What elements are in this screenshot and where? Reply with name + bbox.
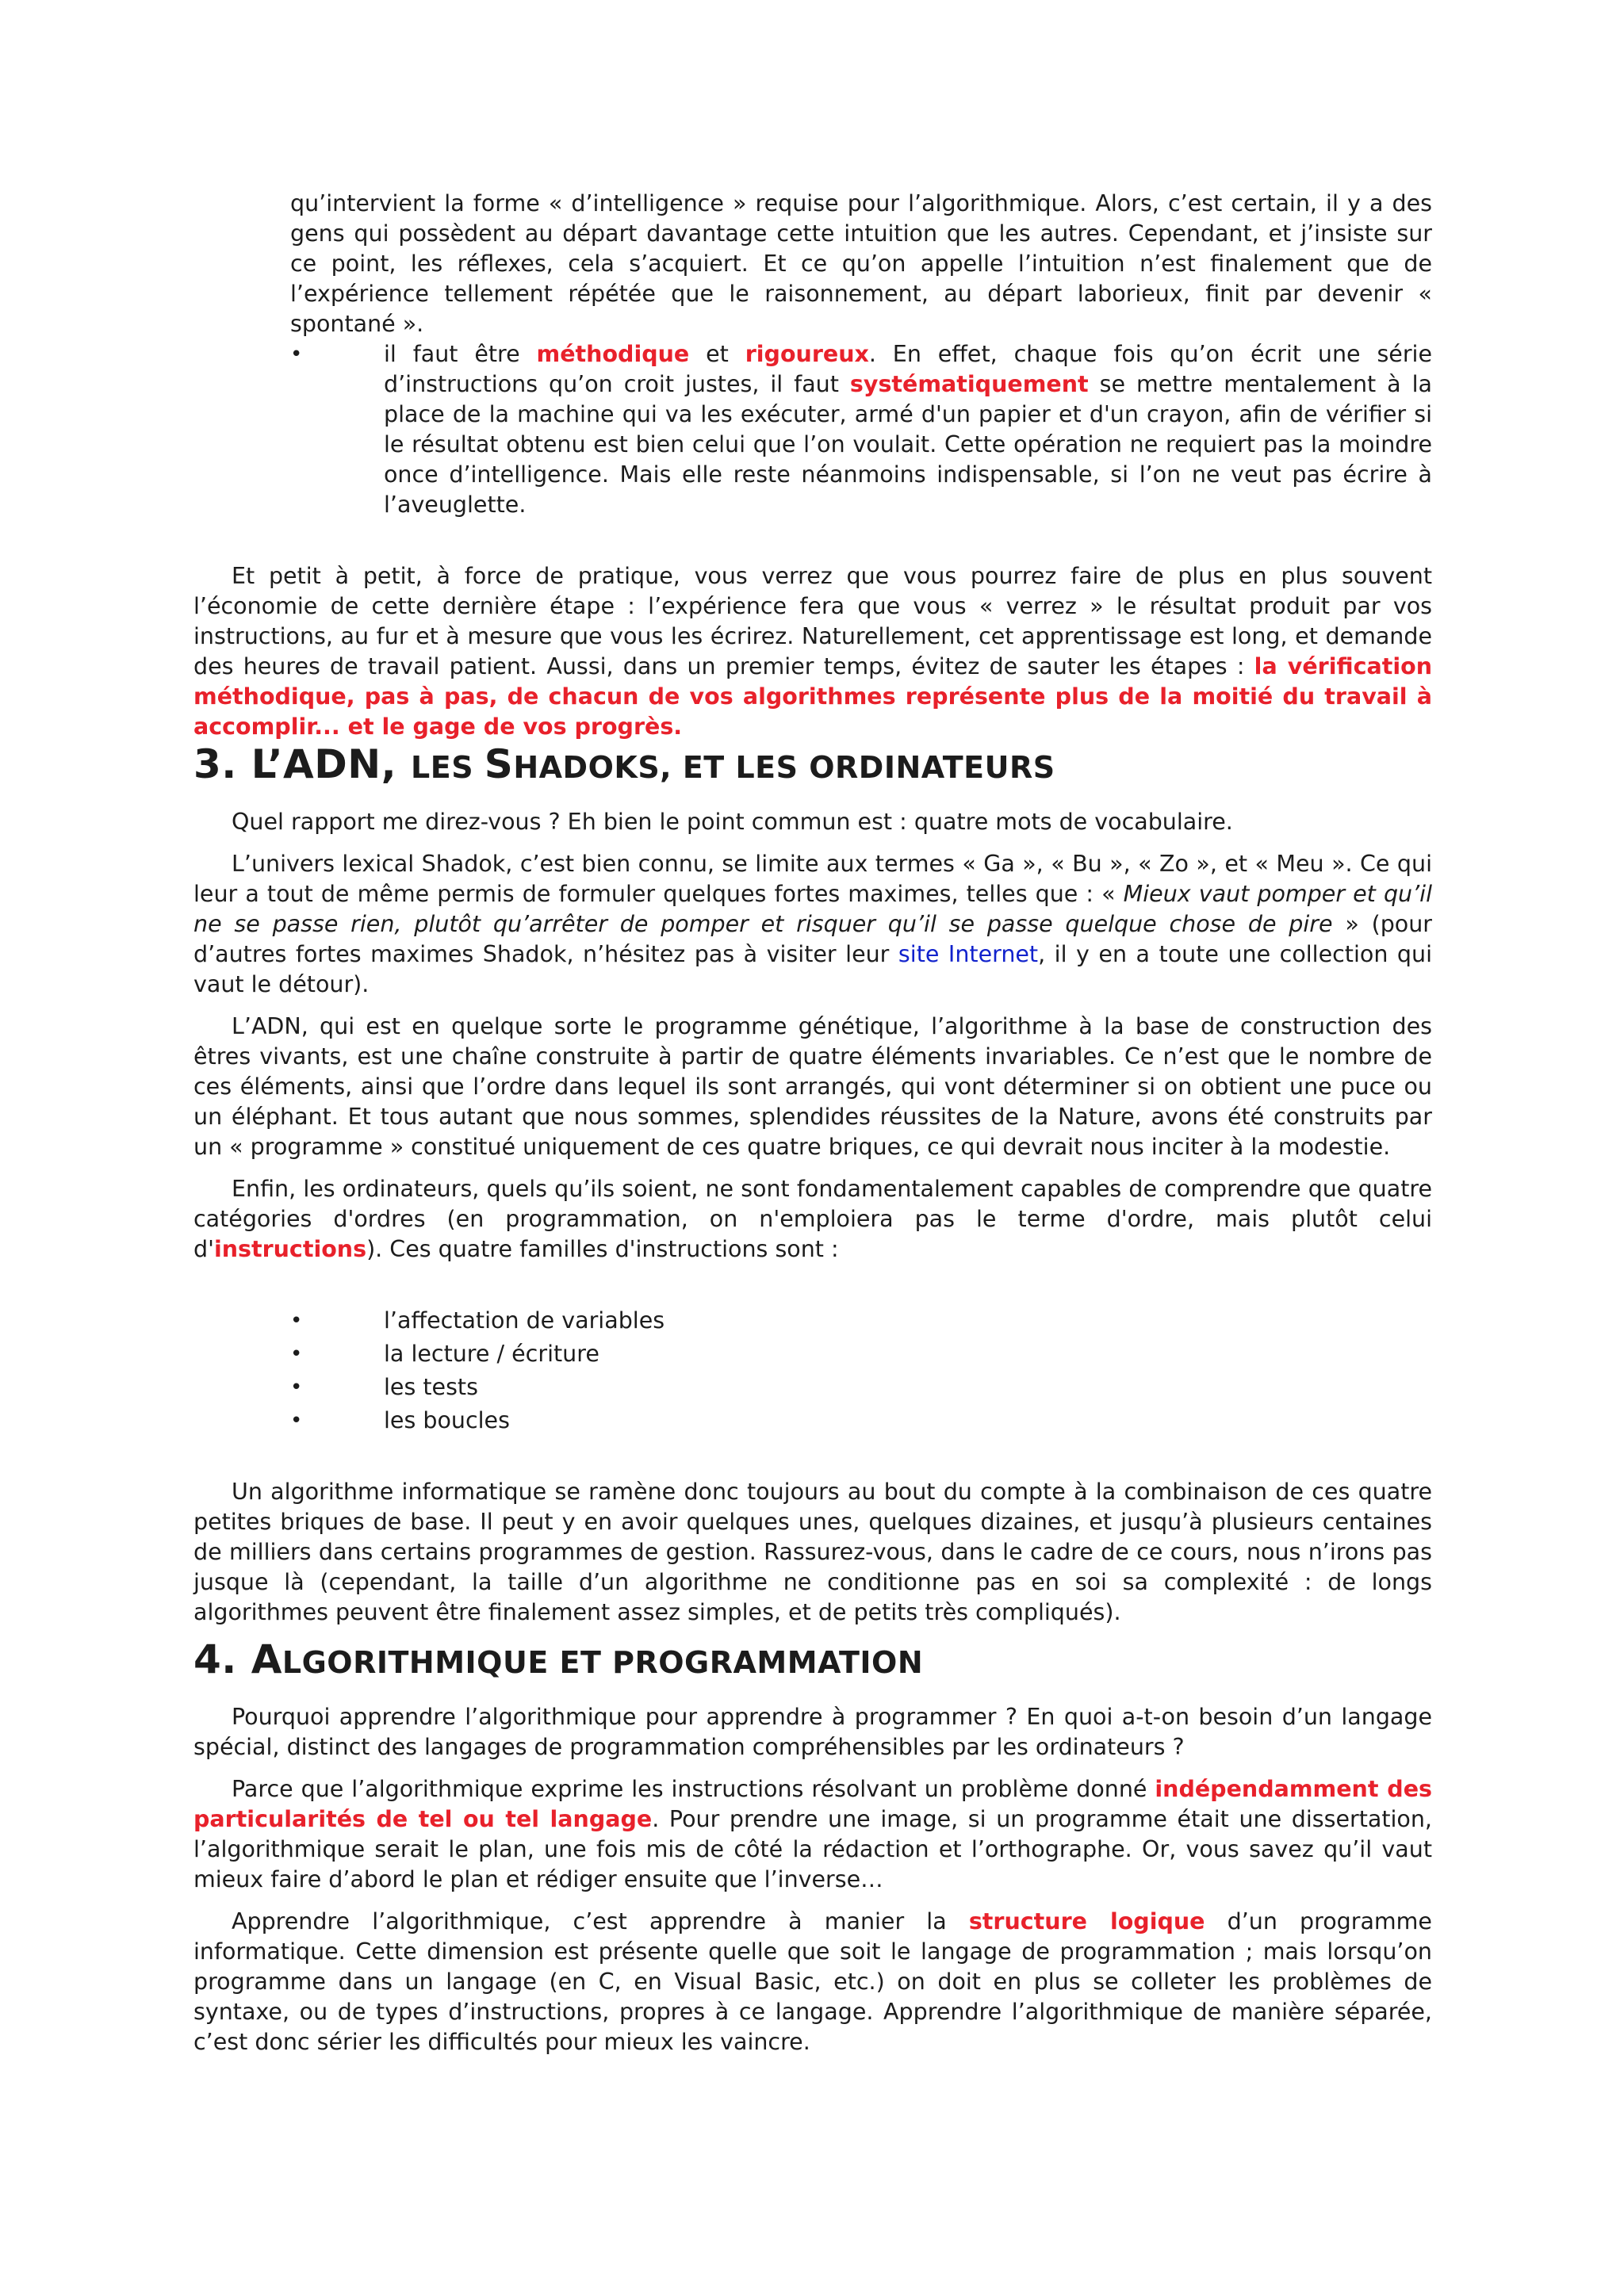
- highlight-systematiquement: systématiquement: [849, 371, 1089, 397]
- intro-paragraph: qu’intervient la forme « d’intelligence » requise pour l’algorithmique. Alors, c’est certain, il y a des gens qui possèdent au départ davantage cette intuition que les autres. Cependant, et j’insiste sur ce point, les réflexes, cela s’acquiert. Et ce qu’on appelle l’intuition n’est finalement que de l’expérience tellement répétée que le raisonnement, au départ laborieux, finit par devenir « spontané ».: [290, 190, 1432, 337]
- site-internet-link[interactable]: site Internet: [898, 941, 1039, 967]
- highlight-methodique: méthodique: [536, 341, 690, 367]
- section-3-heading: 3. L’ADN, LES SHADOKS, ET LES ORDINATEURS: [193, 741, 1055, 787]
- highlight-independamment: indépendamment des particularités de tel ou tel langage: [193, 1776, 1432, 1832]
- list-item: • les boucles: [290, 1404, 1432, 1437]
- s3-paragraph-5: Un algorithme informatique se ramène donc toujours au bout du compte à la combinaison de ces quatre petites briques de base. Il peut y en avoir quelques unes, quelques dizaines, et jusqu’à plusieurs centaines de milliers dans certains programmes de gestion. Rassurez-vous, dans le cadre de ce cours, nous n’irons pas jusque là (cependant, la taille d’un algorithme ne conditionne pas en soi sa complexité : de longs algorithmes peuvent être finalement assez simples, et de petits très compliqués).: [193, 1479, 1432, 1625]
- s3-paragraph-1: Quel rapport me direz-vous ? Eh bien le point commun est : quatre mots de vocabulaire.: [232, 809, 1233, 835]
- highlight-structure-logique: structure logique: [968, 1908, 1205, 1934]
- s4-paragraph-3: Apprendre l’algorithmique, c’est apprendre à manier la structure logique d’un programme informatique. Cette dimension est présente quelle que soit le langage de programmation ; mais lorsqu’on programme dans un langage (en C, en Visual Basic, etc.) on doit en plus se colleter les problèmes de syntaxe, ou de types d’instructions, propres à ce langage. Apprendre l’algorithmique de manière séparée, c’est donc sérier les difficultés pour mieux les vaincre.: [193, 1908, 1432, 2055]
- bullet-icon: •: [290, 1309, 303, 1333]
- bullet-icon: •: [290, 342, 303, 366]
- list-item: • les tests: [290, 1371, 1432, 1404]
- bullet-item-methodique: [290, 339, 1432, 520]
- s4-paragraph-2: Parce que l’algorithmique exprime les instructions résolvant un problème donné indépendamment des particularités de tel ou tel langage. Pour prendre une image, si un programme était une dissertation, l’algorithmique serait le plan, une fois mis de côté la rédaction et l’orthographe. Or, vous savez qu’il vaut mieux faire d’abord le plan et rédiger ensuite que l’inverse…: [193, 1776, 1432, 1892]
- bullet-icon: •: [290, 1409, 303, 1433]
- bullet-text: il faut être méthodique et rigoureux. En effet, chaque fois qu’on écrit une série d’instructions qu’on croit justes, il faut systématiquement se mettre mentalement à la place de la machine qui va les exécuter, armé d'un papier et d'un crayon, afin de vérifier si le résultat obtenu est bien celui que l’on voulait. Cette opération ne requiert pas la moindre once d’intelligence. Mais elle reste néanmoins indispensable, si l’on ne veut pas écrire à l’aveuglette.: [384, 341, 1432, 518]
- practice-paragraph: Et petit à petit, à force de pratique, vous verrez que vous pourrez faire de plus en plus souvent l’économie de cette dernière étape : l’expérience fera que vous « verrez » le résultat produit par vos instructions, au fur et à mesure que vous les écrirez. Naturellement, cet apprentissage est long, et demande des heures de travail patient. Aussi, dans un premier temps, évitez de sauter les étapes : la vérification méthodique, pas à pas, de chacun de vos algorithmes représente plus de la moitié du travail à accomplir... et le gage de vos progrès.: [193, 563, 1432, 740]
- highlight-verification: la vérification méthodique, pas à pas, de chacun de vos algorithmes représente plus de la moitié du travail à accomplir... et le gage de vos progrès.: [193, 653, 1432, 740]
- s3-paragraph-2: L’univers lexical Shadok, c’est bien connu, se limite aux termes « Ga », « Bu », « Zo », et « Meu ». Ce qui leur a tout de même permis de formuler quelques fortes maximes, telles que : « Mieux vaut pomper et qu’il ne se passe rien, plutôt qu’arrêter de pomper et risquer qu’il se passe quelque chose de pire » (pour d’autres fortes maximes Shadok, n’hésitez pas à visiter leur site Internet, il y en a toute une collection qui vaut le détour).: [193, 851, 1433, 997]
- list-item: • l’affectation de variables: [290, 1304, 1432, 1337]
- s3-paragraph-3: L’ADN, qui est en quelque sorte le programme génétique, l’algorithme à la base de construction des êtres vivants, est une chaîne construite à partir de quatre éléments invariables. Ce n’est que le nombre de ces éléments, ainsi que l’ordre dans lequel ils sont arrangés, qui vont déterminer si on obtient une puce ou un éléphant. Et tous autant que nous sommes, splendides réussites de la Nature, avons été construits par un « programme » constitué uniquement de ces quatre briques, ce qui devrait nous inciter à la modestie.: [193, 1013, 1432, 1160]
- s3-paragraph-4: Enfin, les ordinateurs, quels qu’ils soient, ne sont fondamentalement capables de comprendre que quatre catégories d'ordres (en programmation, on n'emploiera pas le terme d'ordre, mais plutôt celui d'instructions). Ces quatre familles d'instructions sont :: [193, 1176, 1432, 1262]
- highlight-instructions: instructions: [213, 1236, 367, 1262]
- document-page: [193, 189, 1432, 2057]
- shadok-maxim: Mieux vaut pomper et qu’il ne se passe rien, plutôt qu’arrêter de pomper et risquer qu’il se passe quelque chose de pire: [193, 881, 1432, 937]
- list-item: • la lecture / écriture: [290, 1337, 1432, 1371]
- highlight-rigoureux: rigoureux: [745, 341, 869, 367]
- bullet-icon: •: [290, 1342, 303, 1366]
- bullet-icon: •: [290, 1376, 303, 1399]
- intro-block: [290, 189, 1432, 520]
- section-4-heading: 4. ALGORITHMIQUE ET PROGRAMMATION: [193, 1636, 924, 1682]
- s4-paragraph-1: Pourquoi apprendre l’algorithmique pour apprendre à programmer ? En quoi a-t-on besoin d’un langage spécial, distinct des langages de programmation compréhensibles par les ordinateurs ?: [193, 1704, 1432, 1760]
- instruction-families-list: [290, 1304, 1432, 1437]
